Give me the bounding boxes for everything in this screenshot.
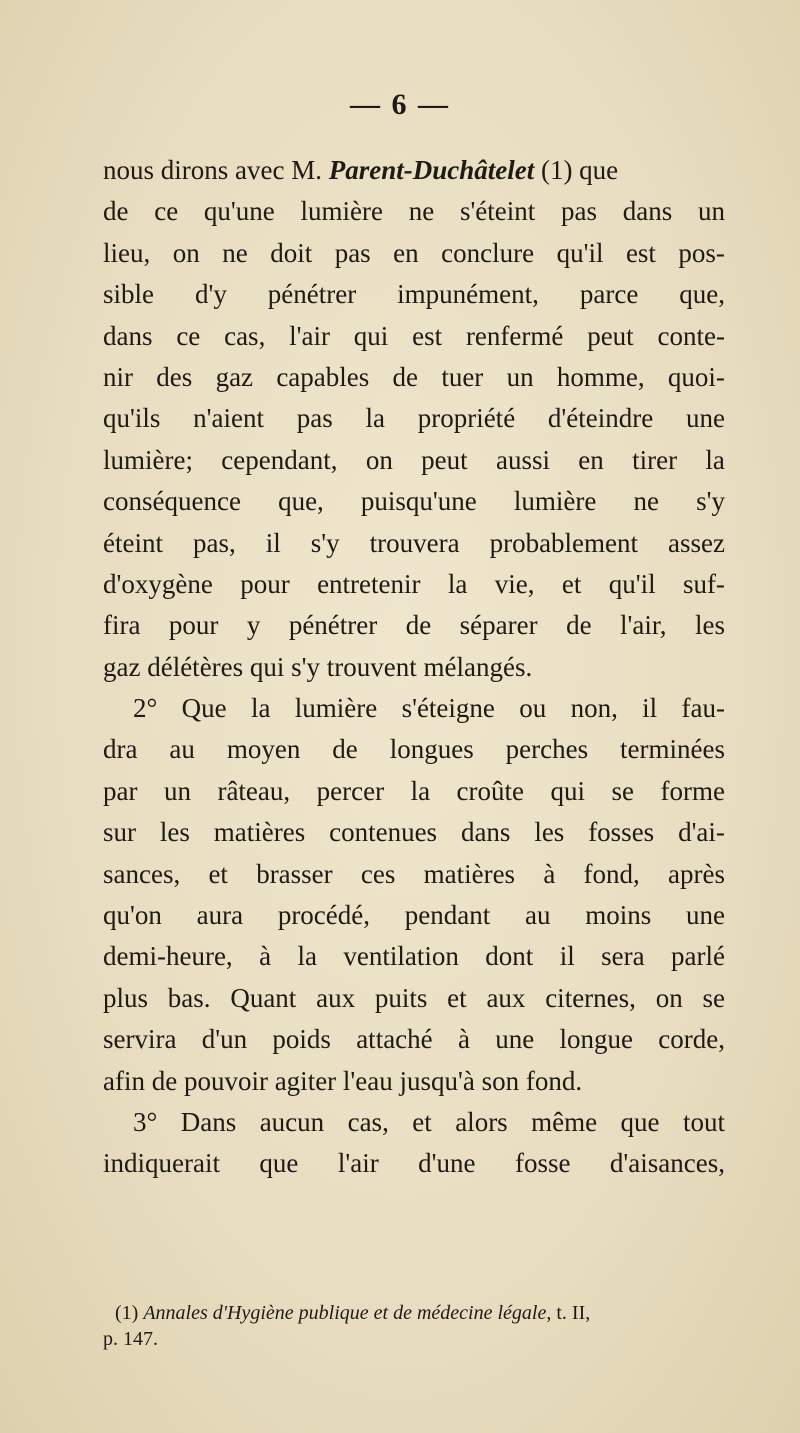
word: l'air <box>289 320 330 351</box>
word: aura <box>196 900 244 931</box>
word: un <box>698 196 725 227</box>
word: impunément, <box>397 279 539 310</box>
text-line <box>103 523 725 564</box>
word: séparer <box>459 610 538 641</box>
word: éteint <box>103 527 163 558</box>
word: une <box>685 900 725 931</box>
word: lumière; <box>103 444 193 475</box>
word: pas <box>334 237 371 268</box>
word: matières <box>213 817 306 848</box>
word: les <box>694 610 725 641</box>
word: aux <box>486 982 526 1013</box>
word: ventilation <box>343 941 459 972</box>
word: et <box>412 1106 432 1137</box>
word: dra <box>103 734 138 765</box>
word: procédé, <box>277 900 371 931</box>
footnote-line <box>103 1300 725 1326</box>
text-line <box>103 398 725 439</box>
text-line <box>103 771 725 812</box>
word: pénétrer <box>267 279 357 310</box>
word: moins <box>585 900 652 931</box>
word: par <box>103 775 138 806</box>
word: perches <box>505 734 589 765</box>
word: d'y <box>194 279 227 310</box>
word: il <box>265 527 281 558</box>
text-line <box>103 936 725 977</box>
word: dont <box>485 941 534 972</box>
word: qu'on <box>103 900 162 931</box>
word: les <box>534 817 565 848</box>
word: quoi- <box>667 361 725 392</box>
word: sera <box>601 941 645 972</box>
word: d'un <box>201 1024 248 1055</box>
word: d'éteindre <box>547 403 654 434</box>
text-line <box>103 191 725 232</box>
word: la <box>297 941 317 972</box>
word: servira <box>103 1024 177 1055</box>
word: dans <box>103 320 153 351</box>
word: il <box>559 941 575 972</box>
word: percer <box>316 775 385 806</box>
word: ne <box>408 196 435 227</box>
word: que, <box>679 279 725 310</box>
word: aucun <box>259 1106 325 1137</box>
word: les <box>159 817 190 848</box>
word: assez <box>668 527 725 558</box>
word: indiquerait <box>103 1148 220 1179</box>
word: lumière <box>294 693 378 724</box>
author-name: Parent-Duchâtelet <box>328 155 535 185</box>
word: n'aient <box>193 403 264 434</box>
word: un <box>506 361 534 392</box>
word: nir <box>103 361 133 392</box>
word: des <box>156 361 193 392</box>
word: que, <box>278 486 324 517</box>
word: alors <box>455 1106 508 1137</box>
word: bas. <box>167 982 211 1013</box>
word: trouvera <box>369 527 460 558</box>
word: au <box>169 734 195 765</box>
word: qu'il <box>556 237 604 268</box>
text-line <box>103 316 725 357</box>
word: fosses <box>588 817 655 848</box>
word: d'oxygène <box>103 568 213 599</box>
word: attaché <box>356 1024 433 1055</box>
word: l'air, <box>620 610 667 641</box>
word: capables <box>276 361 370 392</box>
word: 3° <box>133 1106 158 1137</box>
footnote-reference: (1) que <box>540 155 619 185</box>
word: conclure <box>441 237 535 268</box>
word: citernes, <box>545 982 636 1013</box>
word: cependant, <box>221 444 338 475</box>
word: lumière <box>513 486 597 517</box>
word: ne <box>633 486 659 517</box>
text-line <box>103 274 725 315</box>
word: cas, <box>347 1106 389 1137</box>
word: la <box>410 775 431 806</box>
word: même <box>531 1106 598 1137</box>
word: s'y <box>310 527 340 558</box>
word: on <box>655 982 683 1013</box>
word: la <box>447 568 468 599</box>
word: vie, <box>494 568 535 599</box>
word: à <box>259 941 272 972</box>
word: parce <box>579 279 639 310</box>
word: on <box>365 444 393 475</box>
word: aux <box>316 982 356 1013</box>
text-line <box>103 854 725 895</box>
word: il <box>642 693 658 724</box>
word: que <box>620 1106 660 1137</box>
word: en <box>393 237 419 268</box>
text-line <box>103 978 725 1019</box>
word: d'aisances, <box>609 1148 725 1179</box>
word: forme <box>660 775 725 806</box>
word: renfermé <box>465 320 564 351</box>
word: qu'il <box>608 568 656 599</box>
word: qu'une <box>203 196 275 227</box>
word: l'air <box>337 1148 379 1179</box>
word: suf- <box>682 568 725 599</box>
word: est <box>412 320 443 351</box>
word: demi-heure, <box>103 941 233 972</box>
word: et <box>208 858 228 889</box>
word: Dans <box>180 1106 237 1137</box>
word: 2° <box>133 693 158 724</box>
word: lieu, <box>103 237 151 268</box>
footnote-line: p. 147. <box>103 1328 158 1350</box>
text-line: gaz délétères qui s'y trouvent mélangés. <box>103 651 533 682</box>
word: d'ai- <box>678 817 725 848</box>
word: pas, <box>192 527 236 558</box>
word: longues <box>389 734 474 765</box>
word: conte- <box>657 320 725 351</box>
word: qu'ils <box>103 403 161 434</box>
text-line <box>103 605 725 646</box>
word: non, <box>570 693 618 724</box>
word: s'éteint <box>459 196 536 227</box>
word: pas <box>296 403 333 434</box>
main-text <box>103 150 725 1185</box>
word: sible <box>103 279 154 310</box>
word: la <box>365 403 385 434</box>
text-line <box>103 688 725 729</box>
word: dans <box>460 817 511 848</box>
word: de <box>103 196 129 227</box>
word: un <box>163 775 191 806</box>
word: de <box>405 610 432 641</box>
word: fira <box>103 610 141 641</box>
text-line <box>103 1019 725 1060</box>
word: tout <box>682 1106 725 1137</box>
word: peut <box>587 320 634 351</box>
word: on <box>172 237 200 268</box>
word: sances, <box>103 858 181 889</box>
word: moyen <box>226 734 301 765</box>
word: conséquence <box>103 486 241 517</box>
word: de <box>332 734 358 765</box>
text-line <box>103 150 725 191</box>
word: en <box>578 444 604 475</box>
word: doit <box>270 237 313 268</box>
word: est <box>625 237 656 268</box>
word: contenues <box>329 817 438 848</box>
word: parlé <box>671 941 725 972</box>
text-fragment: nous dirons avec M. <box>103 155 322 185</box>
word: lumière <box>300 196 383 227</box>
text-line <box>103 729 725 770</box>
word: pos- <box>678 237 725 268</box>
word: tirer <box>632 444 678 475</box>
word: ou <box>519 693 547 724</box>
word: une <box>685 403 725 434</box>
word: plus <box>103 982 149 1013</box>
word: et <box>561 568 582 599</box>
text-line <box>103 481 725 522</box>
word: Quant <box>230 982 297 1013</box>
word: pour <box>240 568 290 599</box>
word: qui <box>353 320 389 351</box>
word: une <box>495 1024 535 1055</box>
word: se <box>611 775 634 806</box>
word: Que <box>181 693 227 724</box>
word: et <box>447 982 467 1013</box>
word: sur <box>103 817 136 848</box>
footnote-mark: (1) <box>115 1302 139 1324</box>
page-number: — 6 — <box>350 88 450 121</box>
footnote-source: Annales d'Hygiène publique et de médecine légale <box>143 1302 547 1324</box>
text-line <box>103 1102 725 1143</box>
text-line: afin de pouvoir agiter l'eau jusqu'à son fond. <box>103 1065 583 1096</box>
word: râteau, <box>217 775 291 806</box>
word: s'y <box>696 486 725 517</box>
word: puits <box>374 982 428 1013</box>
word: fau- <box>681 693 725 724</box>
word: à <box>543 858 556 889</box>
text-line <box>103 357 725 398</box>
text-line <box>103 440 725 481</box>
text-line <box>103 1143 725 1184</box>
word: à <box>457 1024 470 1055</box>
word: entretenir <box>317 568 421 599</box>
word: fond, <box>583 858 640 889</box>
word: de <box>566 610 592 641</box>
word: au <box>524 900 551 931</box>
word: puisqu'une <box>360 486 477 517</box>
word: de <box>392 361 419 392</box>
word: ce <box>176 320 201 351</box>
word: propriété <box>417 403 516 434</box>
word: dans <box>622 196 673 227</box>
word: longue <box>559 1024 633 1055</box>
word: que <box>259 1148 299 1179</box>
text-line <box>103 895 725 936</box>
word: pénétrer <box>288 610 378 641</box>
word: d'une <box>418 1148 476 1179</box>
word: terminées <box>620 734 725 765</box>
word: s'éteigne <box>401 693 495 724</box>
word: probablement <box>489 527 639 558</box>
word: pendant <box>404 900 491 931</box>
word: brasser <box>256 858 333 889</box>
word: cas, <box>224 320 266 351</box>
word: ce <box>154 196 179 227</box>
word: la <box>250 693 271 724</box>
word: la <box>705 444 725 475</box>
word: gaz <box>215 361 254 392</box>
footnote <box>103 1300 725 1352</box>
word: après <box>668 858 725 889</box>
word: qui <box>550 775 586 806</box>
word: corde, <box>658 1024 725 1055</box>
word: se <box>702 982 725 1013</box>
word: poids <box>272 1024 331 1055</box>
word: matières <box>423 858 516 889</box>
word: y <box>246 610 261 641</box>
word: peut <box>421 444 468 475</box>
word: pas <box>561 196 598 227</box>
word: ces <box>360 858 396 889</box>
word: ne <box>222 237 248 268</box>
text-line <box>103 812 725 853</box>
word: homme, <box>556 361 645 392</box>
word: aussi <box>495 444 550 475</box>
word: tuer <box>441 361 484 392</box>
text-line <box>103 564 725 605</box>
word: croûte <box>456 775 525 806</box>
footnote-volume: , t. II, <box>546 1302 591 1324</box>
word: pour <box>168 610 219 641</box>
word: fosse <box>514 1148 571 1179</box>
text-line <box>103 233 725 274</box>
